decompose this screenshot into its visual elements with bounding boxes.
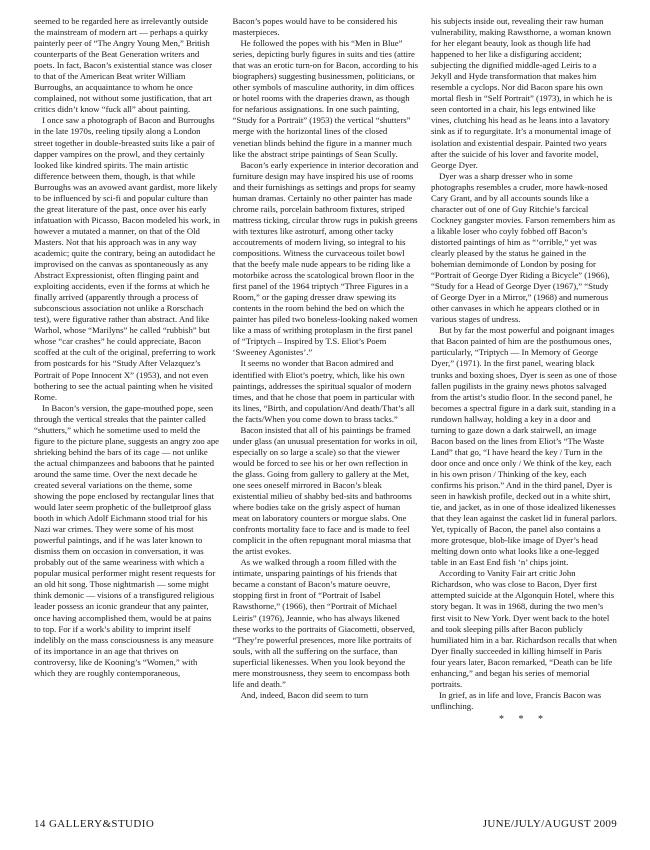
footer-issue-date: JUNE/JULY/AUGUST 2009 xyxy=(482,818,617,830)
article-column-2 xyxy=(233,16,419,802)
footer-page-number-and-magazine: 14 GALLERY&STUDIO xyxy=(34,818,155,830)
article-paragraph: seemed to be regarded here as irrelevantly outside the mainstream of modern art — perhaps a quirky painterly peer of “The Angry Young Men,” British counterparts of the Beat Generation writers and poets. In fact, Bacon’s existential stance was closer to that of the American Beat writer William Burroughs, an acquaintance to whom he once complained, not without some justification, that art critics didn’t know “fuck all” about painting. xyxy=(34,16,213,115)
article-paragraph: his subjects inside out, revealing their raw human vulnerability, making Rawsthorne, a woman known for her elegant beauty, look as though life had happened to her like a disfiguring accident; subjecting the dignified middle-aged Leiris to a Jekyll and Hyde transformation that makes him resemble a cyclops. Nor did Bacon spare his own mortal flesh in “Self Portrait” (1973), in which he is seen contorted in a chair, his legs entwined like vines, clutching his head as he leans into a lavatory sink as if to regurgitate. It’s a monumental image of isolation and existential despair. Painted two years after the suicide of his lover and favorite model, George Dyer. xyxy=(431,16,613,170)
article-column-1 xyxy=(34,16,220,802)
page-footer xyxy=(34,818,617,834)
article-paragraph: And, indeed, Bacon did seem to turn xyxy=(240,689,369,700)
article-paragraph: As we walked through a room filled with the intimate, unsparing paintings of his friends that became a constant of Bacon’s mature oeuvre, stopping first in front of “Portrait of Isabel Rawsthorne,” (1966), then “Portrait of Michael Leiris” (1976), Jeannie, who has always likened these works to the portraits of Giacometti, observed, “They’re powerful presences, more like portraits of souls, with all the suffering on the surface, than superficial likenesses. When you look beyond the mere monstrousness, they seem to encompass both life and death.” xyxy=(232,557,415,689)
article-column-3 xyxy=(431,16,617,802)
article-paragraph: In Bacon’s version, the gape-mouthed pope, seen through the vertical streaks that the painter called “shutters,” which he sometime used to meld the figure to the picture plane, suggests an angry zoo ape shrieking behind the bars of its cage — not unlike the actual chimpanzees and baboons that he painted around the same time. Over the next decade he created several variations on the theme, some showing the pope enclosed by rectangular lines that would later seem prophetic of the bulletproof glass booth in which Adolf Eichmann stood trial for his Nazi war crimes. They were some of his most powerful paintings, and if he was later known to dismiss them on occasion in conversation, it was probably out of the same weariness with which a popular musical performer might resent requests for an old hit song. Those nightmarish — some might think demonic — visions of a transfigured religious leader possess an iconic grandeur that any painter, once having accomplished them, would be at pains to top. For if a work’s ability to imprint itself indelibly on the mass consciousness is any measure of its importance in an age that thrives on controversy, like de Kooning’s “Women,” with which they are roughly contemporaneous, xyxy=(34,402,220,678)
article-paragraph: Bacon’s early experience in interior decoration and furniture design may have inspired his use of rooms and their furnishings as settings and props for seamy human dramas. Certainly no other painter has made chrome rails, porcelain bathroom fixtures, striped mattress ticking, circular throw rugs in pukish greens with textures like astroturf, among other tacky accoutrements of modern living, so integral to his compositions. Witness the curvaceous toilet bowl that the beefy male nude appears to be riding like a motorbike across the scatological brown floor in the first panel of the 1964 triptych “Three Figures in a Room,” or the gaping dresser draw spewing its contents in the room behind the bed on which the painter has piled two boneless-looking naked women like a mass of writhing protoplasm in the first panel of “Triptych – Inspired by T.S. Eliot’s Poem ‘Sweeney Agonistes’.” xyxy=(232,159,419,358)
end-of-article-asterism: * * * xyxy=(499,713,549,725)
article-paragraph: But by far the most powerful and poignant images that Bacon painted of him are the posthumous ones, particularly, “Triptych — In Memory of George Dyer,” (1971). In the first panel, wearing black trunks and boxing shoes, Dyer is seen as one of those fallen pugilists in the grainy news photos salvaged from the artist’s studio floor. In the second panel, he becomes a spectral figure in a dark suit, standing in a rundown hallway, holding a key in a door and turning to gaze down a dark stairwell, an image Bacon based on the lines from Eliot’s “The Waste Land” that go, “I have heard the key / Turn in the door once and once only / We think of the key, each in his own prison / Thinking of the key, each confirms his prison.” And in the third panel, Dyer is seen in hawkish profile, decked out in a white shirt, tie, and jacket, as in one of those idealized likenesses that they lean against the casket lid in funeral parlors. Yet, typically of Bacon, the panel also contains a more grotesque, blob-like image of Dyer’s head melting down onto what looks like a one-legged table in an East End fish ‘n’ chips joint. xyxy=(431,325,617,568)
article-paragraph: He followed the popes with his “Men in Blue” series, depicting burly figures in suits and ties (attire that was an erotic turn-on for Bacon, according to his biographers) suggesting businessmen, politicians, or other symbols of masculine authority, in dim offices or hotel rooms with the draperies drawn, as though for nefarious assignations. In one such painting, “Study for a Portrait” (1953) the vertical “shutters” merge with the horizontal lines of the closed venetian blinds behind the figure in a manner much like the abstract stripe paintings of Sean Scully. xyxy=(232,38,419,159)
article-paragraph: Bacon’s popes would have to be considered his masterpieces. xyxy=(232,16,398,38)
article-paragraph: Dyer was a sharp dresser who in some photographs resembles a cruder, more hawk-nosed Cary Grant, and by all accounts sounds like a character out of one of Guy Ritchie’s farcical Cockney gangster movies. Farson remembers him as a likable loser who coyly fobbed off Bacon’s distorted paintings of him as “‘orrible,” yet was clearly pleased by the status he gained in the bohemian demimonde of London by posing for “Portrait of George Dyer Riding a Bicycle” (1966), “Study for a Head of George Dyer (1967),” “Study of George Dyer in a Mirror,” (1968) and numerous other canvases in which he appears clothed or in various stages of undress. xyxy=(431,170,615,325)
article-paragraph: According to Vanity Fair art critic John Richardson, who was close to Bacon, Dyer first attempted suicide at the Algonquin Hotel, where this story began. It was in 1968, during the two men’s first visit to New York. Dyer went back to the hotel and took sleeping pills after Bacon publicly humiliated him in a bar. Richardson recalls that when Dyer finally succeeded in killing himself in Paris four years later, Bacon remarked, “Death can be life enhancing,” and began his series of memorial portraits. xyxy=(431,568,617,689)
article-body xyxy=(34,16,617,802)
article-paragraph: I once saw a photograph of Bacon and Burroughs in the late 1970s, reeling tipsily along a London street together in double-breasted suits like a pair of dapper vampires on the prowl, and they certainly looked like kindred spirits. The main artistic difference between them, though, is that while Burroughs was an avowed avant gardist, more likely to be influenced by sci-fi and popular culture than the great literature of the past, once over his early infatuation with Picasso, Bacon modeled his work, in however a mutated a manner, on that of the Old Masters. Not that his approach was in any way academic; quite the contrary, being an autodidact he improvised on the canvas as spontaneously as any Abstract Expressionist, often flinging paint and exploiting accidents, even if the forms at which he finally arrived (apparently through a process of subconscious association not unlike a Rorschach test), were figurative rather than abstract. And like Warhol, whose “Marilyns” he called “rubbish” but whose “car crashes” he could appreciate, Bacon scoffed at the cult of the original, preferring to work from postcards for his “Study After Velazquez’s Portrait of Pope Innocent X” (1953), and not even bothering to see the actual painting when he visited Rome. xyxy=(34,115,220,402)
article-paragraph: Bacon insisted that all of his paintings be framed under glass (an unusual presentation for works in oil, especially on so large a scale) so that the viewer would be forced to see his or her own reflection in the glass. Going from gallery to gallery at the Met, one sees oneself mirrored in Bacon’s bleak existential milieu of shabby bed-sits and bathrooms where bodies take on the grisly aspect of human meat on laboratory counters or morgue slabs. One confronts mortality face to face and is made to feel complicit in the often repugnant moral miasma that the artist evokes. xyxy=(232,424,418,557)
article-paragraph: It seems no wonder that Bacon admired and identified with Eliot’s poetry, which, like his own paintings, addresses the spiritual squalor of modern times, and that he chose that poem in particular with its lines, “Birth, and copulation/And death/That’s all the facts/When you come down to brass tacks.” xyxy=(232,358,415,424)
article-paragraph: In grief, as in life and love, Francis Bacon was unflinching. xyxy=(431,689,602,711)
